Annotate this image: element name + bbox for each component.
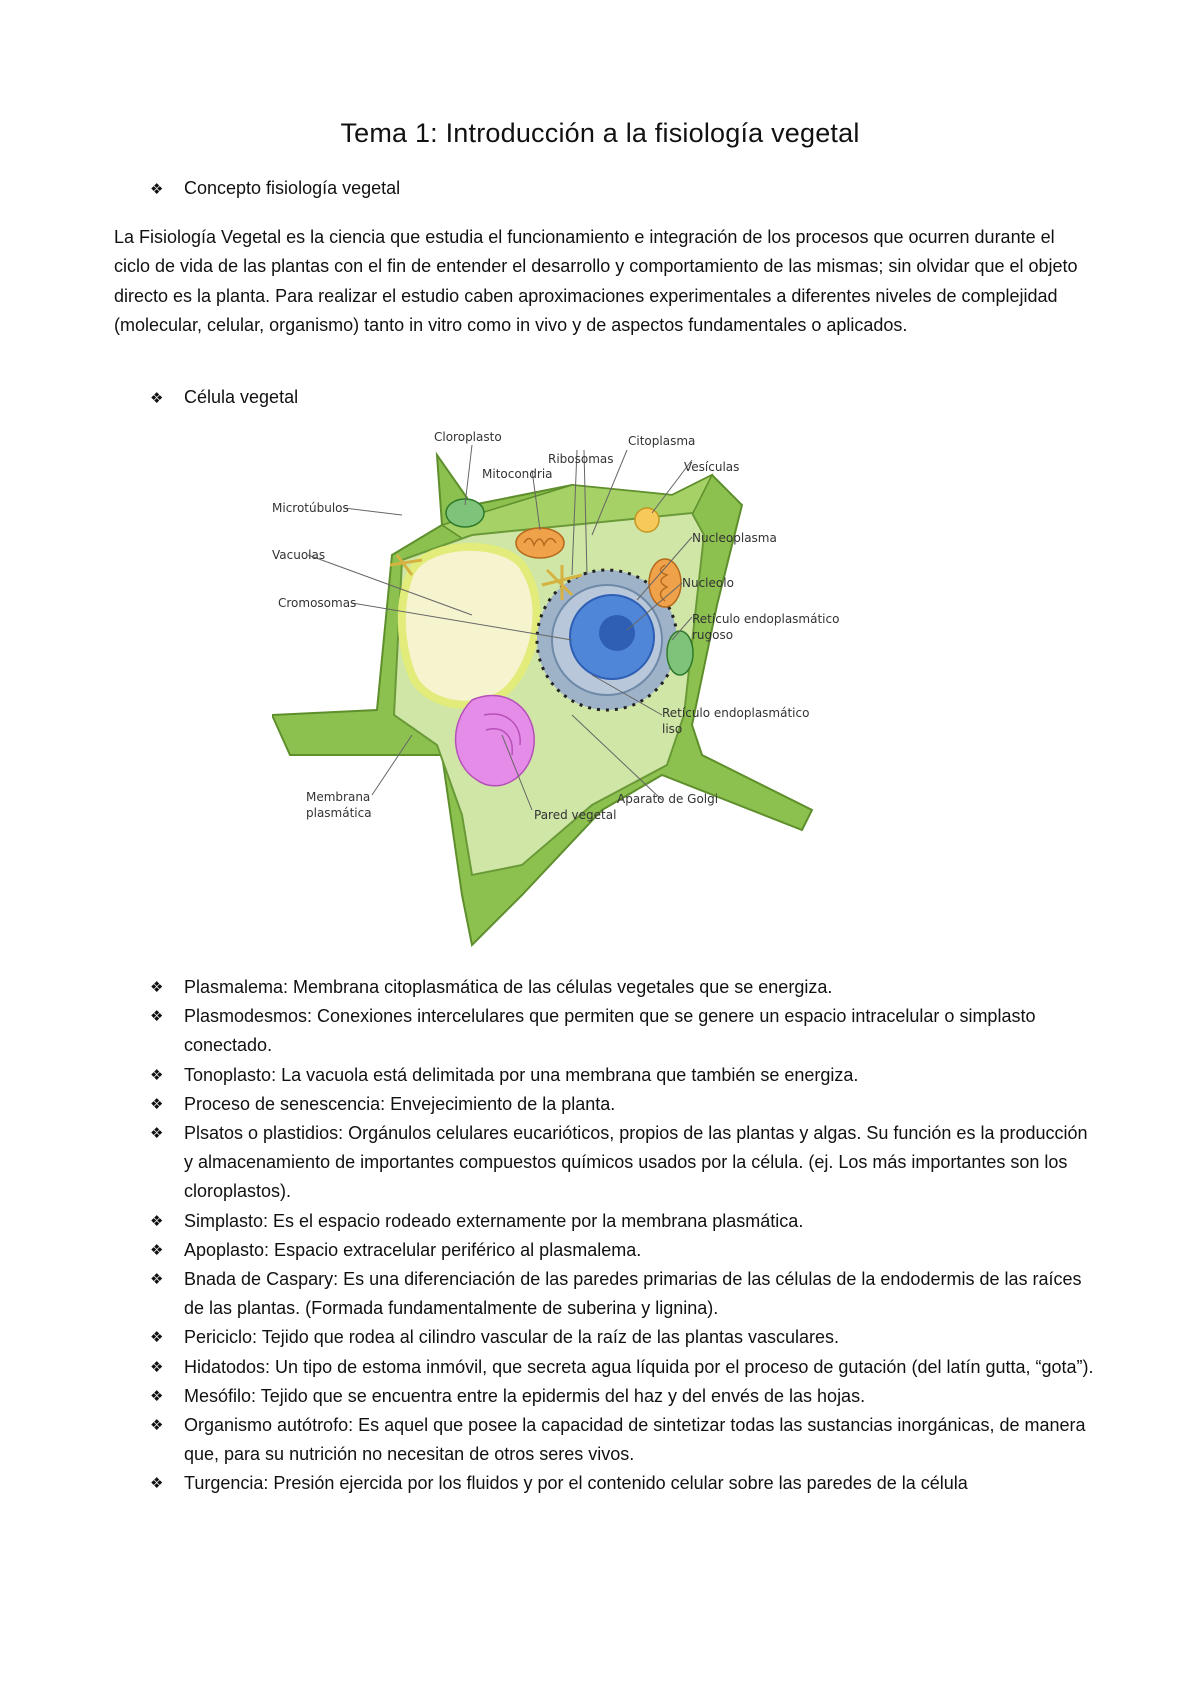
list-item-text: Hidatodos: Un tipo de estoma inmóvil, que secreta agua líquida por el proceso de gutación (del latín gutta, “gota”). (184, 1356, 1094, 1377)
list-item (150, 1411, 1100, 1469)
label-golgi: Aparato de Golgi (617, 792, 719, 806)
plant-cell-diagram (272, 425, 922, 947)
diamond-bullet-icon: ❖ (150, 978, 164, 996)
list-item (150, 1207, 1100, 1236)
list-item-text: Tonoplasto: La vacuola está delimitada por una membrana que también se energiza. (184, 1064, 859, 1085)
label-membrana-1: Membrana (306, 790, 371, 804)
list-item-text: Organismo autótrofo: Es aquel que posee la capacidad de sintetizar todas las sustancias inorgánicas, de manera que, para su nutrición no necesitan de otros seres vivos. (184, 1415, 1086, 1465)
diamond-bullet-icon: ❖ (150, 389, 164, 407)
label-nucleoplasma: Nucleoplasma (692, 531, 777, 545)
vesicle (635, 508, 659, 532)
list-item (150, 1323, 1100, 1352)
list-item-text: Bnada de Caspary: Es una diferenciación de las paredes primarias de las células de la endodermis de las raíces de las plantas. (Formada fundamentalmente de suberina y lignina). (184, 1269, 1082, 1319)
diamond-bullet-icon: ❖ (150, 1386, 164, 1405)
label-microtubulos: Microtúbulos (272, 501, 349, 515)
nucleolus (599, 615, 635, 651)
diamond-bullet-icon: ❖ (150, 1240, 164, 1259)
diamond-bullet-icon: ❖ (150, 1124, 164, 1143)
label-nucleolo: Nucleolo (682, 576, 734, 590)
list-item (150, 1236, 1100, 1265)
diamond-bullet-icon: ❖ (150, 1007, 164, 1026)
list-item-text: Periciclo: Tejido que rodea al cilindro vascular de la raíz de las plantas vasculares. (184, 1327, 840, 1348)
label-cromosomas: Cromosomas (278, 596, 357, 610)
list-item (150, 1119, 1100, 1207)
chloroplast (667, 631, 693, 675)
label-vesiculas: Vesículas (684, 460, 740, 474)
list-item (150, 1090, 1100, 1119)
page-title: Tema 1: Introducción a la fisiología vegetal (340, 118, 860, 148)
section-heading-text: Concepto fisiología vegetal (184, 178, 401, 198)
list-item (150, 1061, 1100, 1090)
diamond-bullet-icon: ❖ (150, 1211, 164, 1230)
list-item-text: Apoplasto: Espacio extracelular periférico al plasmalema. (184, 1239, 642, 1260)
glossary-list (150, 973, 1100, 1499)
label-mitocondria: Mitocondria (482, 467, 553, 481)
mitochondrion (649, 559, 681, 607)
diamond-bullet-icon: ❖ (150, 1416, 164, 1435)
list-item-text: Mesófilo: Tejido que se encuentra entre la epidermis del haz y del envés de las hojas. (184, 1385, 866, 1406)
definition-paragraph: La Fisiología Vegetal es la ciencia que estudia el funcionamiento e integración de los procesos que ocurren durante el ciclo de vida de las plantas con el fin de entender el desarrollo y comportamiento de las mismas; sin olvidar que el objeto directo es la planta. Para realizar el estudio caben aproximaciones experimentales a diferentes niveles de complejidad (molecular, celular, organismo) tanto in vitro como in vivo y de aspectos fundamentales o aplicados. (114, 227, 1078, 336)
vacuole (402, 547, 537, 705)
label-membrana-2: plasmática (306, 806, 372, 820)
diamond-bullet-icon: ❖ (150, 1474, 164, 1493)
list-item (150, 1265, 1100, 1323)
section-heading-text: Célula vegetal (184, 387, 299, 407)
label-rer-1: Retículo endoplasmático (692, 612, 840, 626)
list-item-text: Plasmodesmos: Conexiones intercelulares que permiten que se genere un espacio intracelular o simplasto conectado. (184, 1006, 1036, 1056)
label-citoplasma: Citoplasma (628, 434, 696, 448)
diamond-bullet-icon: ❖ (150, 1094, 164, 1113)
section-heading-celula (150, 385, 298, 410)
label-cloroplasto: Cloroplasto (434, 430, 502, 444)
list-item (150, 973, 1100, 1002)
list-item-text: Proceso de senescencia: Envejecimiento de la planta. (184, 1093, 616, 1114)
list-item-text: Plasmalema: Membrana citoplasmática de las células vegetales que se energiza. (184, 977, 833, 997)
label-rel-2: liso (662, 722, 683, 736)
list-item (150, 1353, 1100, 1382)
list-item (150, 1469, 1100, 1498)
section-heading-concepto (150, 176, 400, 201)
diamond-bullet-icon: ❖ (150, 180, 164, 198)
list-item (150, 1002, 1100, 1060)
diamond-bullet-icon: ❖ (150, 1270, 164, 1289)
list-item-text: Turgencia: Presión ejercida por los fluidos y por el contenido celular sobre las paredes de la célula (184, 1473, 968, 1494)
mitochondrion (516, 528, 564, 558)
diamond-bullet-icon: ❖ (150, 1065, 164, 1084)
label-ribosomas: Ribosomas (548, 452, 614, 466)
label-vacuolas: Vacuolas (272, 548, 326, 562)
diamond-bullet-icon: ❖ (150, 1357, 164, 1376)
label-rer-2: rugoso (692, 628, 734, 642)
list-item (150, 1382, 1100, 1411)
diamond-bullet-icon: ❖ (150, 1328, 164, 1347)
label-pared: Pared vegetal (534, 808, 617, 822)
list-item-text: Simplasto: Es el espacio rodeado externamente por la membrana plasmática. (184, 1210, 804, 1231)
golgi-apparatus (456, 696, 535, 786)
label-rel-1: Retículo endoplasmático (662, 706, 810, 720)
list-item-text: Plsatos o plastidios: Orgánulos celulares eucarióticos, propios de las plantas y algas. Su función es la producción y almacenamiento de importantes compuestos químicos usados por la célula. (ej. Los más importantes son los cloroplastos). (184, 1123, 1088, 1202)
